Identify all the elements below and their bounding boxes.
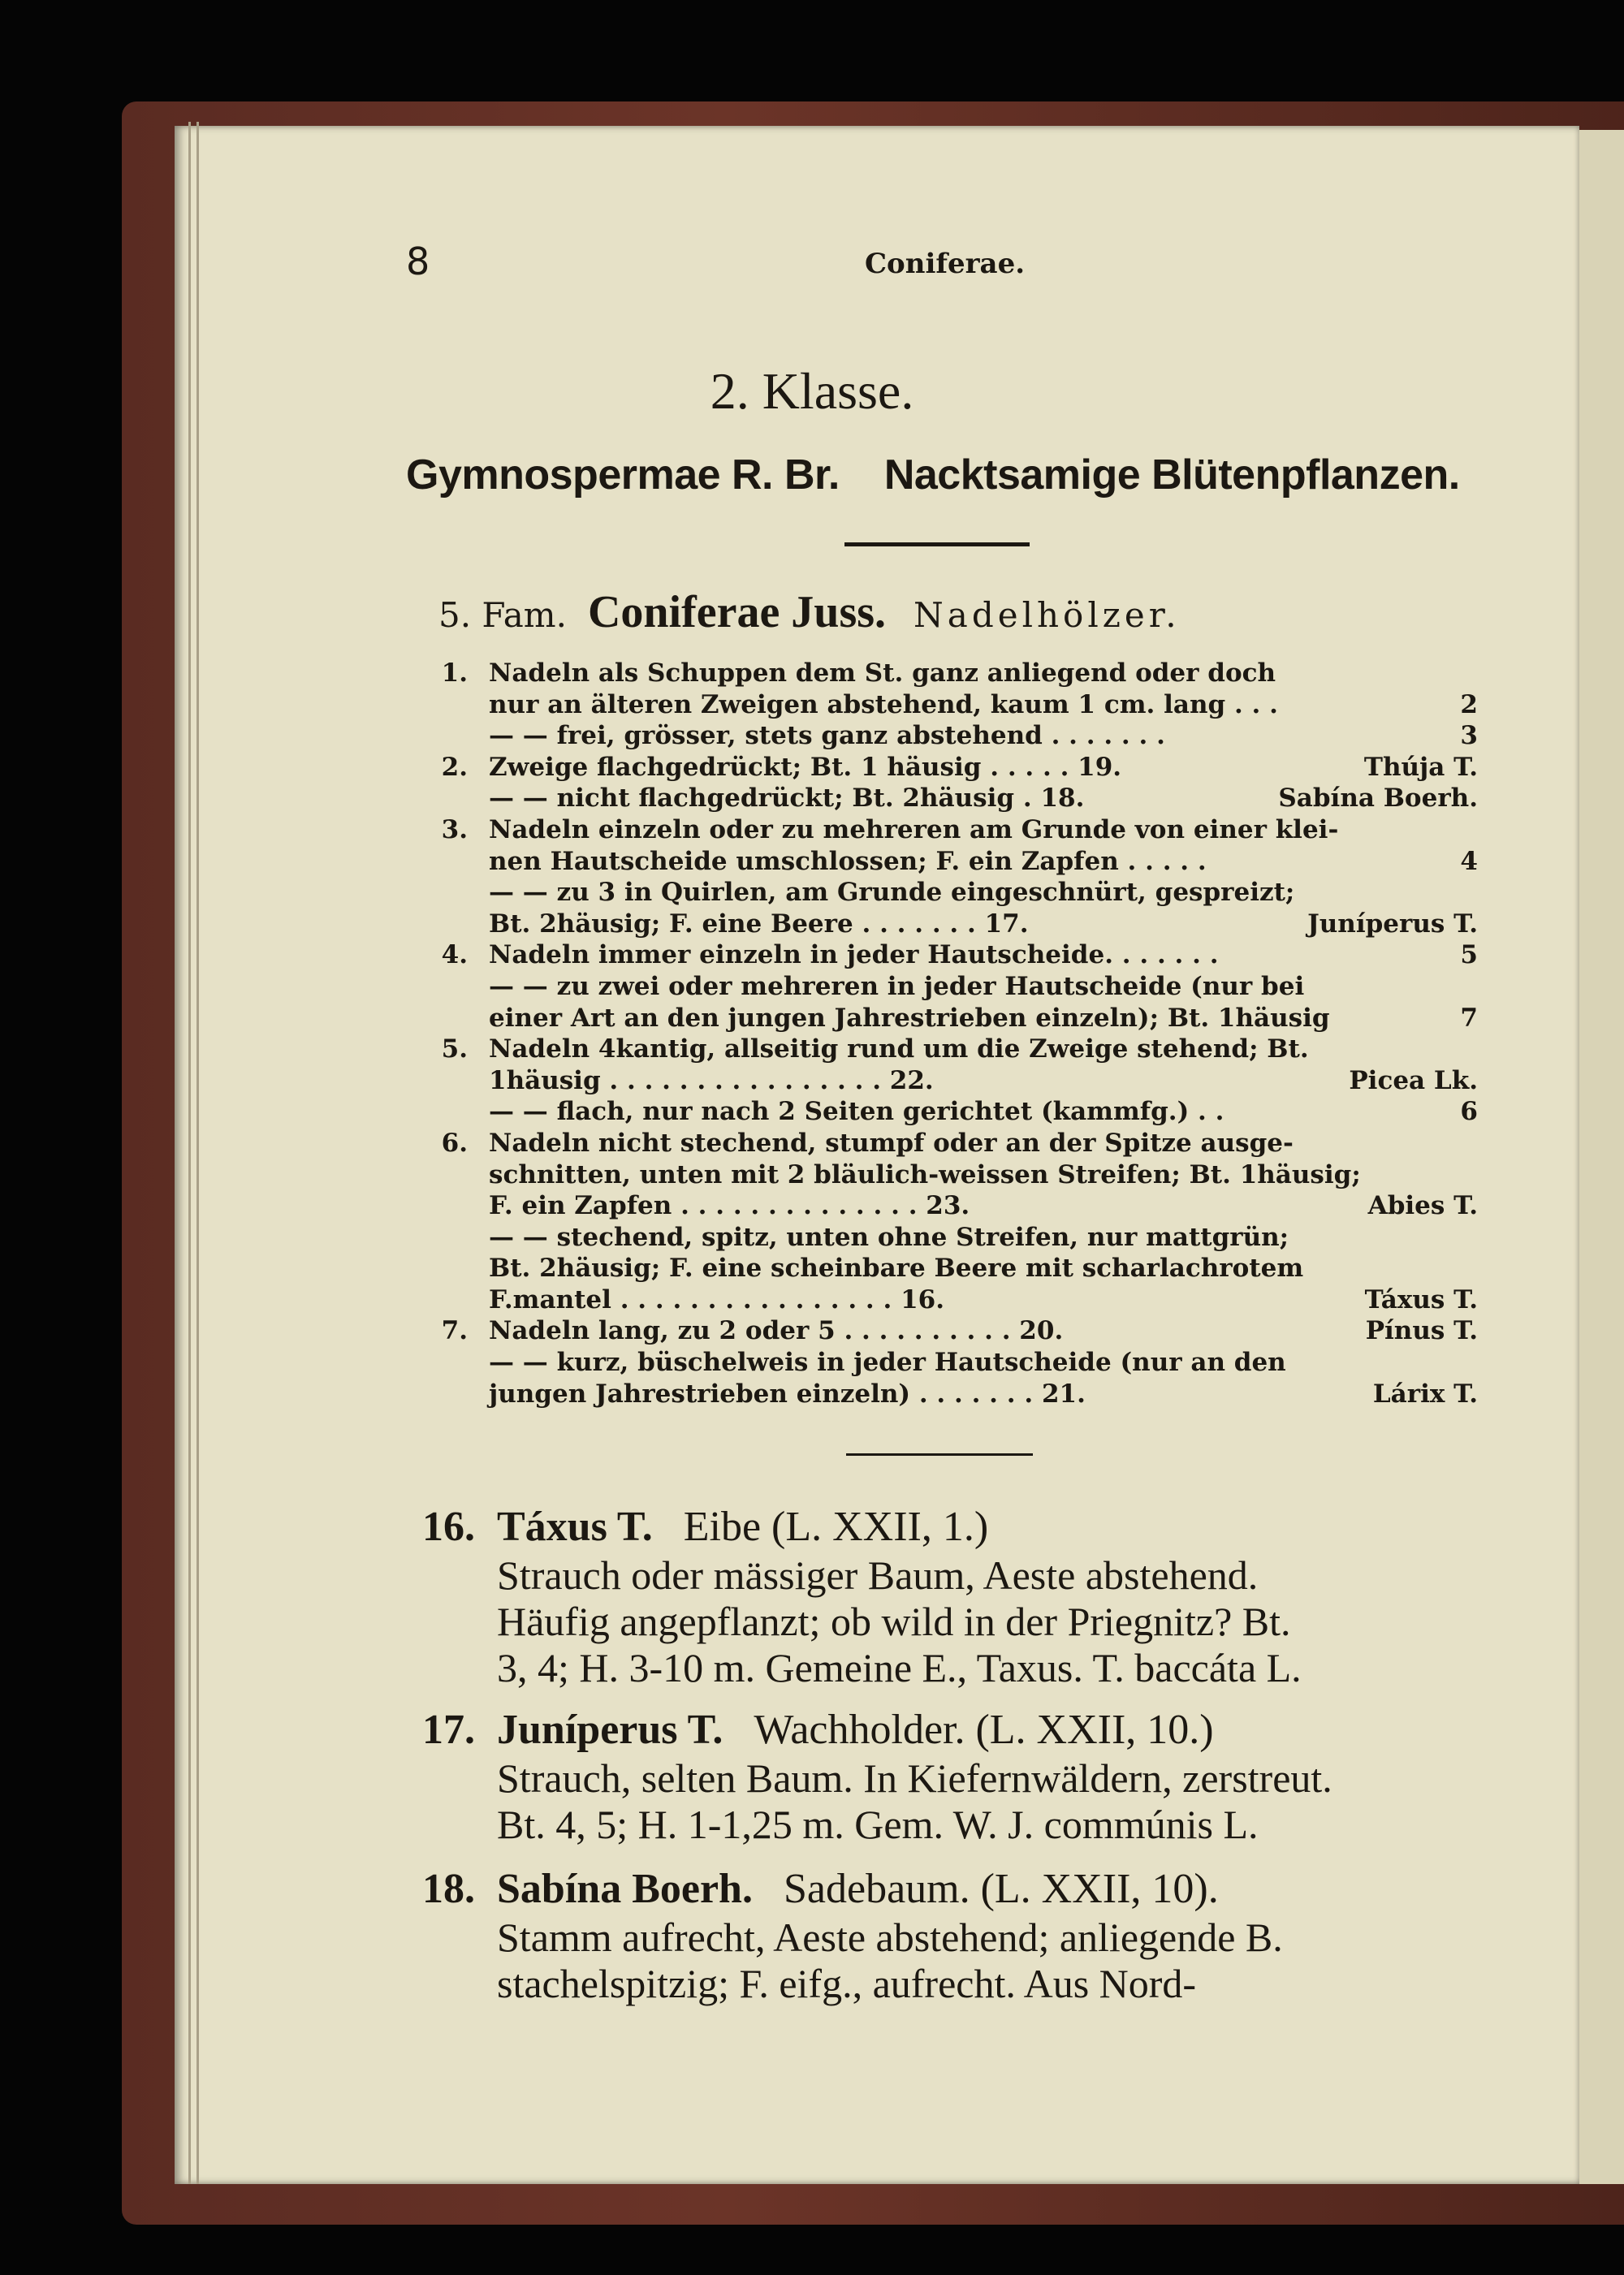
subtitle-german: Nacktsamige Blütenpflanzen. [883, 451, 1460, 499]
key-line [438, 658, 1478, 689]
entry-common-name: Eibe (L. XXII, 1.) [683, 1504, 989, 1550]
key-line [438, 1379, 1478, 1410]
key-result: Pínus T. [1365, 1316, 1478, 1346]
key-line [438, 909, 1478, 940]
key-text: schnitten, unten mit 2 bläulich-weissen Streifen; Bt. 1häusig; [489, 1159, 1361, 1189]
key-result: Juníperus T. [1307, 909, 1478, 939]
key-text: Bt. 2häusig; F. eine scheinbare Beere mit scharlachrotem [489, 1254, 1304, 1284]
running-title: Coniferae. [865, 248, 1026, 280]
key-text: Zweige flachgedrückt; Bt. 1 häusig . . . . . 19. [489, 752, 1122, 782]
genus-entry [422, 1705, 1478, 1848]
page-edge-line [188, 122, 191, 2184]
key-text: nur an älteren Zweigen abstehend, kaum 1 cm. lang . . . [489, 689, 1278, 719]
entry-number: 18. [422, 1866, 475, 1912]
entry-text-line: stachelspitzig; F. eifg., aufrecht. Aus Nord- [497, 1961, 1197, 2006]
key-text: Bt. 2häusig; F. eine Beere . . . . . . . 17. [489, 909, 1029, 939]
key-text: Nadeln 4kantig, allseitig rund um die Zweige stehend; Bt. [489, 1034, 1309, 1064]
key-number: 2. [441, 752, 468, 782]
key-line [438, 814, 1478, 846]
key-line [438, 1222, 1478, 1254]
entry-common-name: Wachholder. (L. XXII, 10.) [754, 1707, 1214, 1753]
key-result: Picea Lk. [1349, 1065, 1478, 1095]
entry-common-name: Sadebaum. (L. XXII, 10). [783, 1866, 1219, 1912]
key-result: Lárix T. [1372, 1379, 1478, 1409]
entry-text-line: Strauch oder mässiger Baum, Aeste abstehend. [497, 1552, 1259, 1598]
key-text: nen Hautscheide umschlossen; F. ein Zapfen . . . . . [489, 846, 1207, 876]
key-text: — — zu 3 in Quirlen, am Grunde eingeschnürt, gespreizt; [489, 878, 1295, 908]
key-line [438, 1034, 1478, 1065]
key-text: Nadeln einzeln oder zu mehreren am Grunde von einer klei- [489, 814, 1339, 844]
key-number: 6. [441, 1128, 468, 1158]
subtitle-latin: Gymnospermae R. Br. [406, 451, 840, 499]
family-label: 5. Fam. [438, 595, 567, 635]
entry-text-line: 3, 4; H. 3-10 m. Gemeine E., Taxus. T. baccáta L. [497, 1645, 1302, 1690]
key-line [438, 689, 1478, 721]
page-number: 8 [406, 240, 430, 283]
key-text: — — zu zwei oder mehreren in jeder Hautscheide (nur bei [489, 971, 1305, 1001]
family-name: Coniferae Juss. [587, 587, 887, 637]
key-line [438, 846, 1478, 878]
key-number: 4. [441, 940, 468, 970]
identification-key [438, 658, 1478, 1409]
key-line [438, 720, 1478, 752]
key-text: — — frei, grösser, stets ganz abstehend . . . . . . . [489, 721, 1165, 751]
key-result: Táxus T. [1364, 1284, 1478, 1314]
family-german: Nadelhölzer. [914, 595, 1181, 635]
key-result: 7 [1460, 1003, 1478, 1033]
genus-entry [422, 1502, 1478, 1691]
entry-text-line: Bt. 4, 5; H. 1-1,25 m. Gem. W. J. commúnis L. [497, 1802, 1259, 1847]
key-result: 6 [1460, 1097, 1478, 1127]
key-line [438, 1096, 1478, 1128]
key-result: Sabína Boerh. [1278, 784, 1478, 814]
key-result: Abies T. [1367, 1191, 1478, 1221]
entry-genus: Táxus T. [497, 1504, 653, 1550]
key-text: — — flach, nur nach 2 Seiten gerichtet (kammfg.) . . [489, 1097, 1224, 1127]
key-result: 4 [1460, 846, 1478, 876]
key-line [438, 1347, 1478, 1379]
key-line [438, 752, 1478, 784]
class-subtitle [406, 451, 1494, 499]
key-text: — — kurz, büschelweis in jeder Hautscheide (nur an den [489, 1348, 1286, 1378]
key-number: 7. [441, 1316, 468, 1346]
key-line [438, 1315, 1478, 1347]
key-text: — — stechend, spitz, unten ohne Streifen, nur mattgrün; [489, 1222, 1289, 1252]
key-line [438, 939, 1478, 971]
key-line [438, 877, 1478, 909]
section-rule [844, 542, 1030, 546]
section-rule [846, 1453, 1033, 1456]
key-line [438, 1003, 1478, 1034]
family-heading [438, 586, 1181, 638]
key-line [438, 1159, 1478, 1191]
key-result: 3 [1460, 721, 1478, 751]
entry-text-line: Häufig angepflanzt; ob wild in der Priegnitz? Bt. [497, 1599, 1291, 1644]
class-heading: 2. Klasse. [710, 362, 914, 420]
entry-text-line: Stamm aufrecht, Aeste abstehend; anliegende B. [497, 1915, 1283, 1960]
key-text: Nadeln immer einzeln in jeder Hautscheide. . . . . . . [489, 940, 1219, 970]
entry-number: 17. [422, 1707, 475, 1753]
key-line [438, 1190, 1478, 1222]
entry-genus: Juníperus T. [497, 1707, 723, 1753]
key-text: Nadeln als Schuppen dem St. ganz anliegend oder doch [489, 658, 1276, 688]
key-line [438, 783, 1478, 814]
key-result: 2 [1460, 689, 1478, 719]
entry-heading [422, 1705, 1478, 1755]
entry-text-line: Strauch, selten Baum. In Kiefernwäldern, zerstreut. [497, 1755, 1332, 1801]
key-text: 1häusig . . . . . . . . . . . . . . . . 22. [489, 1065, 934, 1095]
key-text: jungen Jahrestrieben einzeln) . . . . . . . 21. [489, 1379, 1086, 1409]
key-text: — — nicht flachgedrückt; Bt. 2häusig . 18. [489, 784, 1085, 814]
key-result: Thúja T. [1363, 752, 1478, 782]
key-result: 5 [1460, 940, 1478, 970]
key-text: F. ein Zapfen . . . . . . . . . . . . . . 23. [489, 1191, 970, 1221]
page-edge-line [197, 122, 199, 2184]
key-line [438, 971, 1478, 1003]
key-line [438, 1128, 1478, 1159]
key-number: 1. [441, 658, 468, 688]
key-text: Nadeln nicht stechend, stumpf oder an der Spitze ausge- [489, 1128, 1294, 1158]
entry-heading [422, 1864, 1478, 1915]
key-text: F.mantel . . . . . . . . . . . . . . . . 16. [489, 1284, 945, 1314]
entry-number: 16. [422, 1504, 475, 1550]
key-line [438, 1284, 1478, 1316]
entry-genus: Sabína Boerh. [497, 1866, 753, 1912]
key-text: einer Art an den jungen Jahrestrieben einzeln); Bt. 1häusig [489, 1003, 1330, 1033]
key-line [438, 1253, 1478, 1284]
entry-heading [422, 1502, 1478, 1552]
key-text: Nadeln lang, zu 2 oder 5 . . . . . . . . . . 20. [489, 1316, 1064, 1346]
genus-entry [422, 1864, 1478, 2007]
key-number: 3. [441, 814, 468, 844]
key-line [438, 1065, 1478, 1097]
facing-page-edge [1579, 130, 1624, 2184]
key-number: 5. [441, 1034, 468, 1064]
